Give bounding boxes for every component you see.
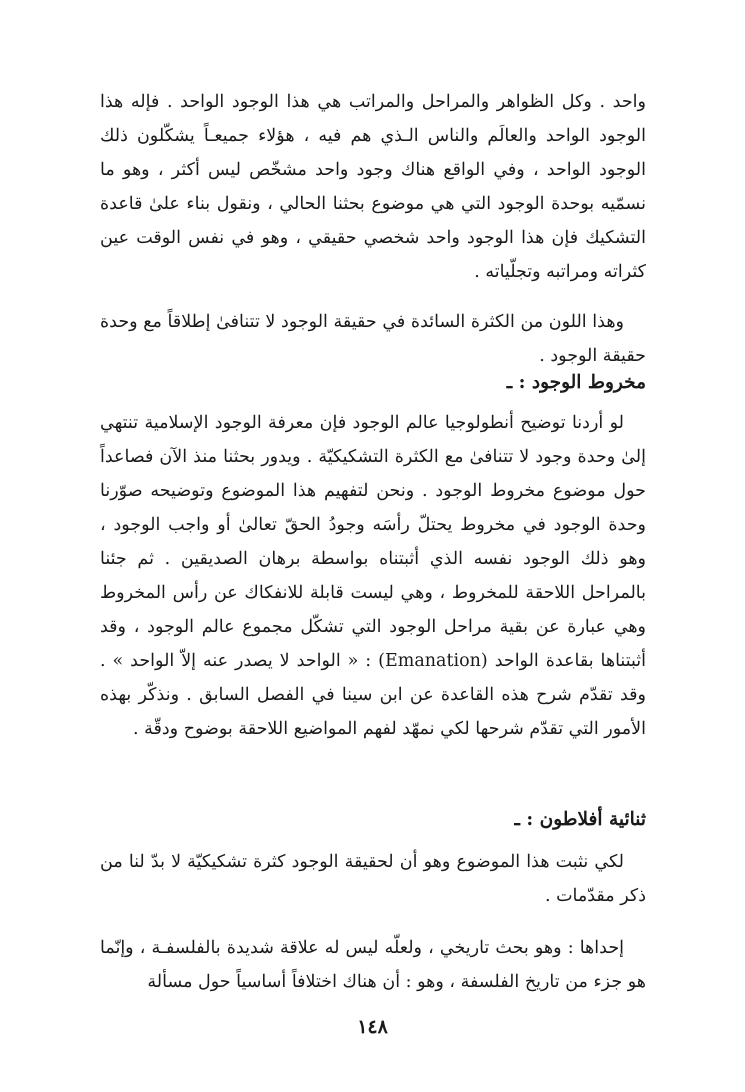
text-block-premises: [100, 845, 646, 913]
text-block-unity: [100, 85, 646, 289]
text-block-historical: [100, 931, 646, 999]
section-heading-cone-of-existence: مخروط الوجود : ـ: [506, 372, 646, 393]
page-number: ١٤٨: [357, 1016, 388, 1038]
paragraph-premises: لكي نثبت هذا الموضوع وهو أن لحقيقة الوجود كثرة تشكيكيّة لا بدّ لنا من ذكر مقدّمات .: [100, 852, 646, 906]
text-block-cone: [100, 406, 646, 746]
paragraph-unity-of-existence: واحد . وكل الظواهر والمراحل والمراتب هي هذا الوجود الواحد . فإله هذا الوجود الواحد والعالَم والناس الـذي هم فيه ، هؤلاء جميعـاً يشكّلون ذلك الوجود الواحد ، وفي الواقع هناك وجود واحد مشخّص ليس أكثر ، وهو ما نسمّيه بوحدة الوجود التي هي موضوع بحثنا الحالي ، ونقول بناء علىٰ قاعدة التشكيك فإن هذا الوجود واحد شخصي حقيقي ، وهو في نفس الوقت عين كثراته ومراتبه وتجلّياته .: [100, 92, 646, 282]
paragraph-cone-of-existence: لو أردنا توضيح أنطولوجيا عالم الوجود فإن معرفة الوجود الإسلامية تنتهي إلىٰ وحدة وجود لا تتنافىٰ مع الكثرة التشكيكيّة . ويدور بحثنا منذ الآن فصاعداً حول موضوع مخروط الوجود . ونحن لتفهيم هذا الموضوع وتوضيحه صوّرنا وحدة الوجود في مخروط يحتلّ رأسَه وجودُ الحقّ تعالىٰ أو واجب الوجود ، وهو ذلك الوجود نفسه الذي أثبتناه بواسطة برهان الصديقين . ثم جئنا بالمراحل اللاحقة للمخروط ، وهي ليست قابلة للانفكاك عن رأس المخروط وهي عبارة عن بقية مراحل الوجود التي تشكّل مجموع عالم الوجود ، وقد أثبتناها بقاعدة الواحد (Emanation) : « الواحد لا يصدر عنه إلاّ الواحد » . وقد تقدّم شرح هذه القاعدة عن ابن سينا في الفصل السابق . ونذكّر بهذه الأمور التي تقدّم شرحها لكي نمهّد لفهم المواضيع اللاحقة بوضوح ودقّة .: [100, 413, 647, 739]
section-heading-plato-dualism: ثنائية أفلاطون : ـ: [514, 809, 646, 830]
paragraph-multiplicity: وهذا اللون من الكثرة السائدة في حقيقة الوجود لا تتنافىٰ إطلاقاً مع وحدة حقيقة الوجود .: [100, 312, 646, 366]
text-block-multiplicity: [100, 305, 646, 373]
paragraph-historical-research: إحداها : وهو بحث تاريخي ، ولعلّه ليس له علاقة شديدة بالفلسفـة ، وإنّما هو جزء من تاريخ الفلسفة ، وهو : أن هناك اختلافاً أساسياً حول مسألة: [100, 938, 646, 992]
